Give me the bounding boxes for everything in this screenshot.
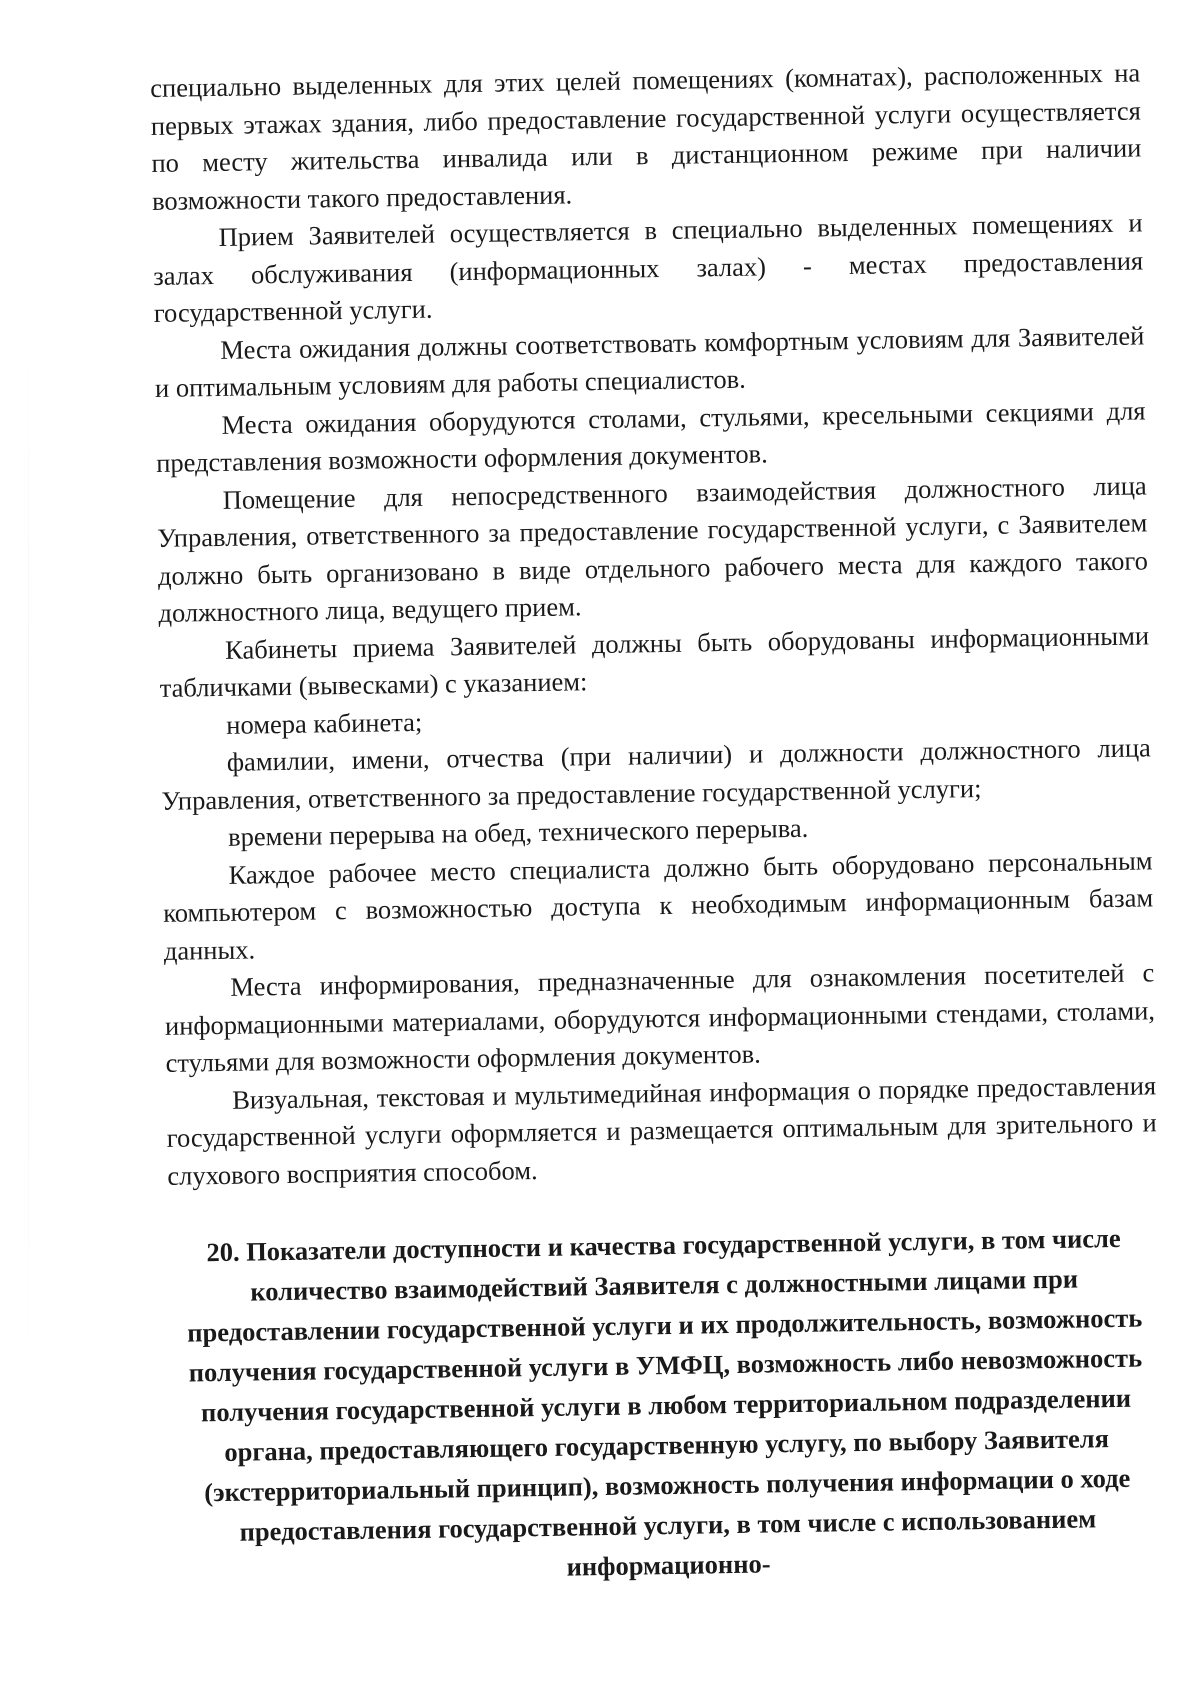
paragraph-reception: Прием Заявителей осуществляется в специально выделенных помещениях и залах обслуживания (информационных залах) - местах предоставления государственной услуги. [152,207,1144,328]
paragraph-waiting-equipment: Места ожидания оборудуются столами, стульями, кресельными секциями для представления возможности оформления документов. [155,394,1146,478]
paragraph-workstation: Каждое рабочее место специалиста должно быть оборудовано персональным компьютером с возможностью доступа к необходимым информационным базам данных. [163,844,1154,966]
list-item-break-time: времени перерыва на обед, технического перерыва. [227,812,809,852]
paragraph-continuation: специально выделенных для этих целей помещениях (комнатах), расположенных на первых этажах здания, либо предоставление государственной услуги осуществляется по месту жительства инвалида или в дистанционном режиме при наличии возможности такого предоставления. [150,57,1142,216]
section-heading-20: 20. Показатели доступности и качества государственной услуги, в том числе количество взаимодействий Заявителя с должностными лицами при предоставлении государственной услуги и их продолжительность, возможность получения государственной услуги в УМФЦ, возможность либо невозможность получения государственной услуги в любом территориальном подразделении органа, предоставляющего государственную услугу, по выбору Заявителя (экстерриториальный принцип), возможность получения информации о ходе предоставления государственной услуги, в том числе с использованием информационно- [187,1222,1143,1582]
list-item-official-name: фамилии, имени, отчества (при наличии) и должности должностного лица Управления, ответственного за предоставление государственной услуги; [161,732,1151,816]
document-page [150,54,1164,1592]
paragraph-multimedia: Визуальная, текстовая и мультимедийная информация о порядке предоставления государственной услуги оформляется и размещается оптимальным для зрительного и слухового восприятия способом. [166,1069,1157,1191]
paragraph-info-places: Места информирования, предназначенные для ознакомления посетителей с информационными материалами, оборудуются информационными стендами, столами, стульями для возможности оформления документов. [164,957,1156,1078]
paragraph-cabinets: Кабинеты приема Заявителей должны быть оборудованы информационными табличками (вывесками) с указанием: [159,619,1150,703]
paragraph-interaction-room: Помещение для непосредственного взаимодействия должностного лица Управления, ответственного за предоставление государственной услуги, с Заявителем должно быть организовано в виде отдельного рабочего места для каждого такого должностного лица, ведущего прием. [157,469,1149,628]
scan-edge-shadow [28,300,29,1400]
paragraph-waiting-places: Места ожидания должны соответствовать комфортным условиям для Заявителей и оптимальным условиям для работы специалистов. [154,319,1145,403]
list-item-cabinet-number: номера кабинета; [226,706,423,740]
